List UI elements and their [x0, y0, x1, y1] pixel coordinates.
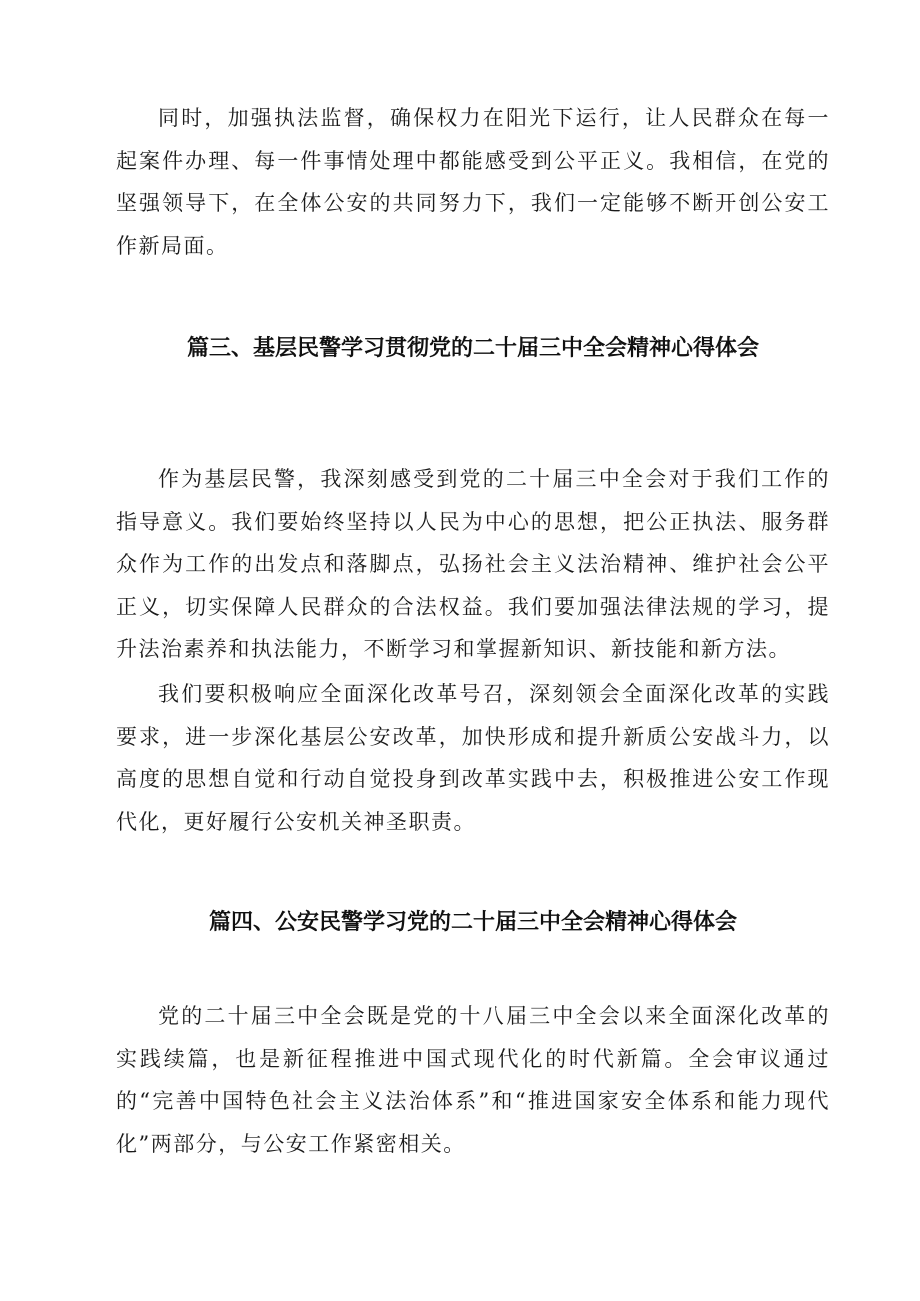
section-heading-3-text: 篇三、基层民警学习贯彻党的二十届三中全会精神心得体会 — [186, 336, 759, 361]
section-heading-4: 篇四、公安民警学习党的二十届三中全会精神心得体会 — [208, 910, 737, 935]
section-4-paragraph-1: 党的二十届三中全会既是党的十八届三中全会以来全面深化改革的实践续篇，也是新征程推进中国式现代化的时代新篇。全会审议通过的“完善中国特色社会主义法治体系”和“推进国家安全体系和能力现代化”两部分，与公安工作紧密相关。 — [116, 1004, 830, 1156]
section-heading-3 — [116, 328, 830, 369]
section-3-paragraph-2: 我们要积极响应全面深化改革号召，深刻领会全面深化改革的实践要求，进一步深化基层公安改革，加快形成和提升新质公安战斗力，以高度的思想自觉和行动自觉投身到改革实践中去，积极推进公安工作现代化，更好履行公安机关神圣职责。 — [116, 682, 830, 834]
body-paragraph-continuation: 同时，加强执法监督，确保权力在阳光下运行，让人民群众在每一起案件办理、每一件事情处理中都能感受到公平正义。我相信，在党的坚强领导下，在全体公安的共同努力下，我们一定能够不断开创公安工作新局面。 — [116, 106, 830, 258]
section-3-paragraph-1: 作为基层民警，我深刻感受到党的二十届三中全会对于我们工作的指导意义。我们要始终坚持以人民为中心的思想，把公正执法、服务群众作为工作的出发点和落脚点，弘扬社会主义法治精神、维护社会公平正义，切实保障人民群众的合法权益。我们要加强法律法规的学习，提升法治素养和执法能力，不断学习和掌握新知识、新技能和新方法。 — [116, 467, 830, 661]
